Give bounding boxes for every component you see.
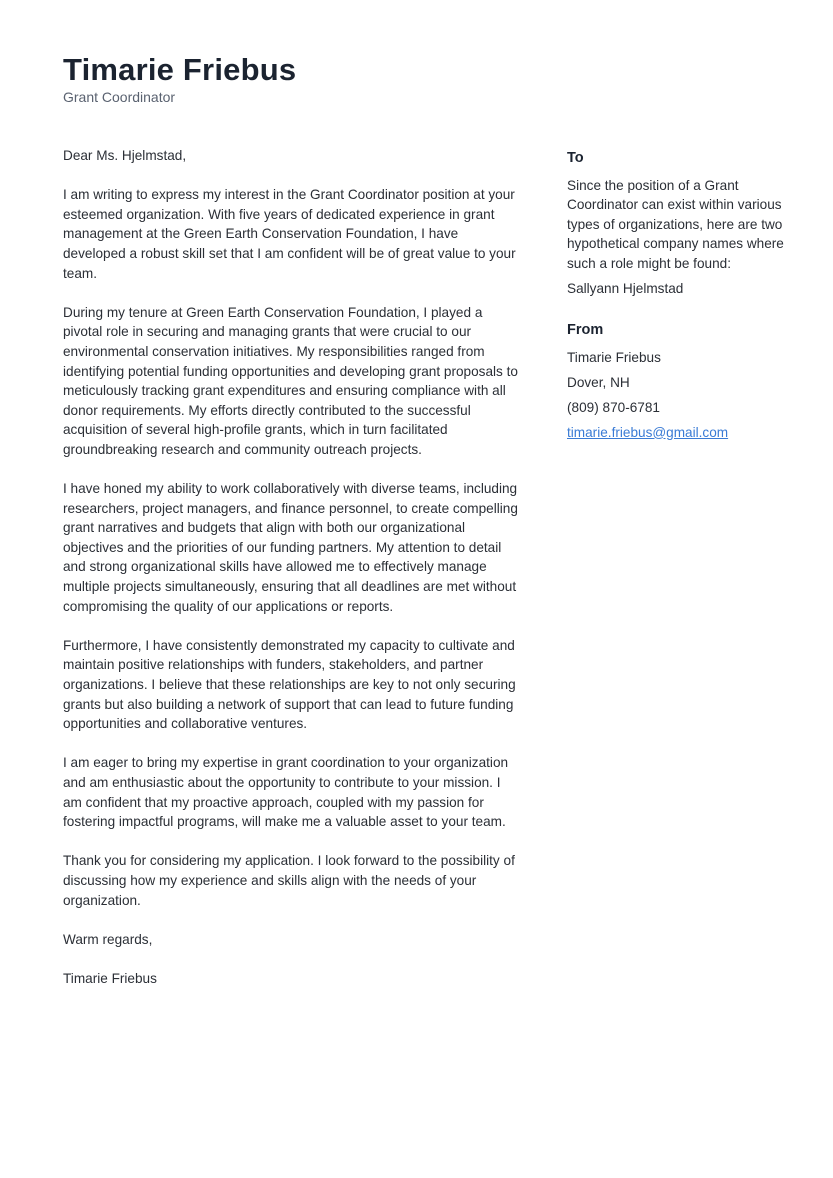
header	[63, 52, 296, 105]
letter-paragraph: During my tenure at Green Earth Conservation Foundation, I played a pivotal role in securing and managing grants that were crucial to our environmental conservation initiatives. My responsibilities ranged from identifying potential funding opportunities and developing grant proposals to meticulously tracking grant expenditures and ensuring compliance with all donor requirements. My efforts directly contributed to the successful acquisition of several high-profile grants, which in turn facilitated groundbreaking research and community outreach projects.	[63, 304, 518, 457]
sender-email-link[interactable]: timarie.friebus@gmail.com	[567, 424, 729, 440]
salutation: Dear Ms. Hjelmstad,	[63, 148, 187, 163]
sender-name: Timarie Friebus	[567, 349, 661, 365]
sender-email-wrapper	[567, 423, 793, 442]
to-description: Since the position of a Grant Coordinator can exist within various types of organizations, here are two hypothetical company names where such a role might be found:	[567, 178, 784, 271]
letter-paragraph: I am eager to bring my expertise in grant coordination to your organization and am enthusiastic about the opportunity to contribute to your mission. I am confident that my proactive approach, coupled with my passion for fostering impactful programs, will make me a valuable asset to your team.	[63, 755, 509, 830]
signature: Timarie Friebus	[63, 970, 157, 986]
to-heading: To	[567, 150, 584, 166]
job-title: Grant Coordinator	[63, 89, 176, 105]
letter-paragraph: I have honed my ability to work collaboratively with diverse teams, including researchers, project managers, and finance personnel, to create compelling grant narratives and budgets that align with both our organizational objectives and the priorities of our funding partners. My attention to detail and strong organizational skills have allowed me to effectively manage multiple projects simultaneously, ensuring that all deadlines are met without compromising the quality of our applications or reports.	[63, 481, 518, 614]
letter-paragraph: Thank you for considering my application. I look forward to the possibility of discussing how my experience and skills align with the needs of your organization.	[63, 853, 515, 908]
recipient-name: Sallyann Hjelmstad	[567, 280, 684, 296]
closing: Warm regards,	[63, 931, 153, 947]
sidebar	[567, 148, 793, 464]
letter-paragraph: I am writing to express my interest in the Grant Coordinator position at your esteemed organization. With five years of dedicated experience in grant management at the Green Earth Conservation Foundation, I have developed a robust skill set that I am confident will be of great value to your team.	[63, 187, 516, 281]
from-section	[567, 320, 793, 442]
letter-body	[63, 146, 523, 1008]
sender-phone: (809) 870-6781	[567, 399, 660, 415]
sender-location: Dover, NH	[567, 374, 630, 390]
from-heading: From	[567, 321, 604, 338]
to-section	[567, 148, 793, 298]
applicant-name: Timarie Friebus	[63, 52, 297, 87]
letter-paragraph: Furthermore, I have consistently demonstrated my capacity to cultivate and maintain positive relationships with funders, stakeholders, and partner organizations. I believe that these relationships are key to not only securing grants but also building a network of support that can lead to future funding opportunities and collaborative ventures.	[63, 637, 516, 732]
